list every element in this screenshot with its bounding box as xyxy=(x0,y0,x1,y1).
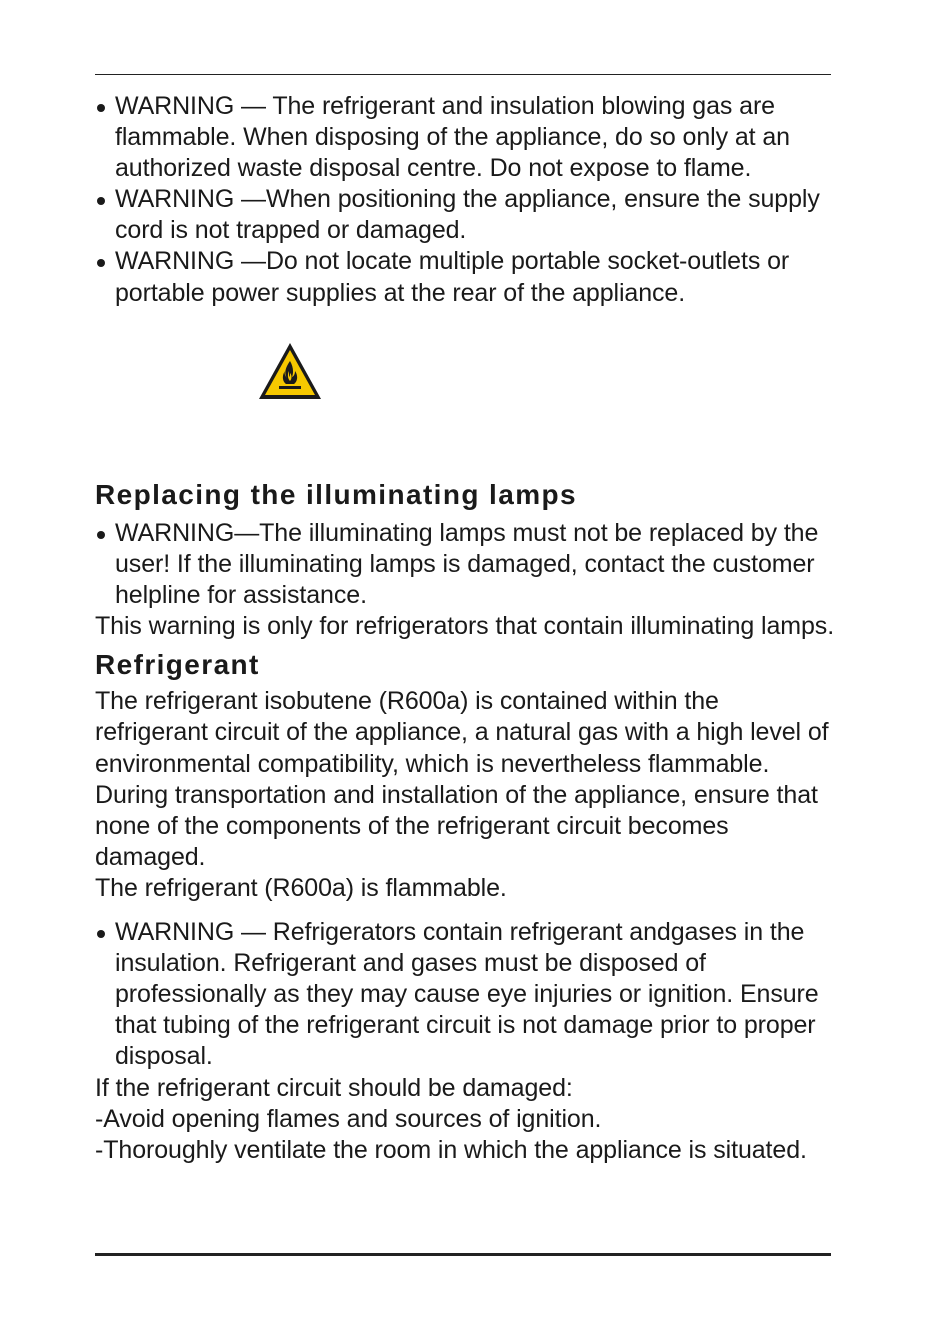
if-damaged-text: If the refrigerant circuit should be damaged: xyxy=(95,1073,573,1102)
refrigerant-body: The refrigerant isobutene (R600a) is contained within the refrigerant circuit of the appliance, a natural gas with a high level of environmental compatibility, which is nevertheless flammable. During transportation and installation of the appliance, ensure that none of the components of the refrigerant circuit becomes damaged. xyxy=(95,687,829,871)
warning-text: WARNING — Refrigerators contain refrigerant andgases in the insulation. Refrigerant and gases must be disposed of professionally as they may cause eye injuries or ignition. Ensure that tubing of the refrigerant circuit is not damage prior to proper disposal. xyxy=(115,918,819,1071)
warning-refrigerant-disposal xyxy=(95,917,835,1072)
warning-text: WARNING—The illuminating lamps must not be replaced by the user! If the illuminating lamps is damaged, contact the customer helpline for assistance. xyxy=(115,519,819,610)
warning-supply-cord xyxy=(95,184,835,246)
bottom-rule xyxy=(95,1253,831,1256)
step-avoid-flames: -Avoid opening flames and sources of ignition. xyxy=(95,1104,602,1133)
refrigerant-flammable-note: The refrigerant (R600a) is flammable. xyxy=(95,873,507,902)
step-ventilate: -Thoroughly ventilate the room in which the appliance is situated. xyxy=(95,1135,807,1164)
top-rule xyxy=(95,74,831,75)
bullet-dot xyxy=(97,259,105,267)
warning-text: WARNING —Do not locate multiple portable socket-outlets or portable power supplies at the rear of the appliance. xyxy=(115,247,790,307)
warning-socket-outlets xyxy=(95,246,835,308)
bullet-dot xyxy=(97,197,105,205)
lamps-note: This warning is only for refrigerators that contain illuminating lamps. xyxy=(95,612,835,641)
flammable-warning-icon xyxy=(257,341,323,401)
safety-warnings-section xyxy=(95,91,835,351)
warning-lamps xyxy=(95,518,835,611)
warning-flammable-gas xyxy=(95,91,835,184)
bullet-dot xyxy=(97,531,105,539)
warning-text: WARNING — The refrigerant and insulation blowing gas are flammable. When disposing of the appliance, do so only at an authorized waste disposal centre. Do not expose to flame. xyxy=(115,92,790,183)
warning-text: WARNING —When positioning the appliance, ensure the supply cord is not trapped or damaged. xyxy=(115,185,820,245)
section-heading-lamps: Replacing the illuminating lamps xyxy=(95,479,577,510)
bullet-dot xyxy=(97,104,105,112)
section-heading-refrigerant: Refrigerant xyxy=(95,649,260,681)
manual-page-content xyxy=(95,91,835,1166)
bullet-dot xyxy=(97,930,105,938)
